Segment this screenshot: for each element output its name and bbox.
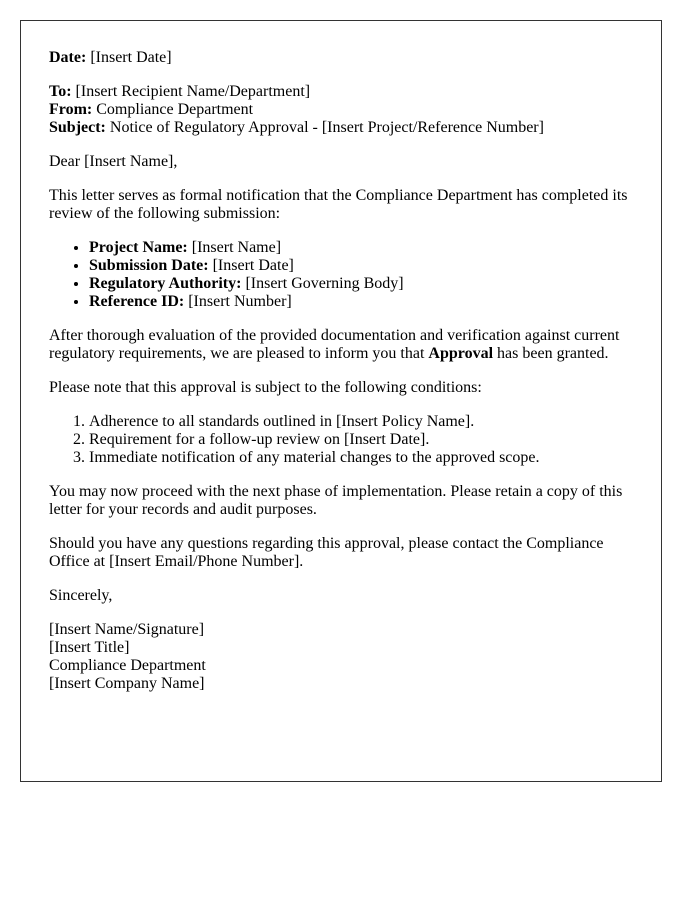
list-item: [89, 275, 633, 293]
from-value: Compliance Department: [96, 101, 254, 118]
intro-paragraph: This letter serves as formal notification that the Compliance Department has completed its review of the following submission:: [49, 187, 628, 222]
detail-label: Project Name:: [89, 239, 188, 256]
address-block: [49, 83, 633, 137]
detail-value: [Insert Date]: [212, 257, 294, 274]
signature-title: [Insert Title]: [49, 639, 130, 656]
closing: Sincerely,: [49, 587, 113, 604]
list-item: [89, 293, 633, 311]
to-label: To:: [49, 83, 72, 100]
questions-paragraph: Should you have any questions regarding this approval, please contact the Compliance Office at [Insert Email/Phone Number].: [49, 535, 604, 570]
list-item: 2. Requirement for a follow-up review on [Insert Date].: [89, 431, 633, 449]
signature-block: [49, 621, 633, 693]
date-label: Date:: [49, 49, 87, 66]
conditions-intro: Please note that this approval is subject to the following conditions:: [49, 379, 482, 396]
salutation: Dear [Insert Name],: [49, 153, 178, 170]
evaluation-text: After thorough evaluation of the provided documentation and verification against current regulatory requirements, we are pleased to inform you that: [49, 327, 620, 362]
evaluation-paragraph: [49, 327, 633, 363]
detail-value: [Insert Governing Body]: [245, 275, 404, 292]
to-value: [Insert Recipient Name/Department]: [75, 83, 311, 100]
from-label: From:: [49, 101, 93, 118]
detail-label: Submission Date:: [89, 257, 209, 274]
date-line: [49, 49, 633, 67]
signature-department: Compliance Department: [49, 657, 206, 674]
subject-value: Notice of Regulatory Approval - [Insert Project/Reference Number]: [109, 119, 544, 136]
proceed-paragraph: You may now proceed with the next phase of implementation. Please retain a copy of this letter for your records and audit purposes.: [49, 483, 623, 518]
date-value: [Insert Date]: [90, 49, 172, 66]
list-item: 1. Adherence to all standards outlined in [Insert Policy Name].: [89, 413, 633, 431]
letter: [20, 20, 662, 782]
list-item: 3. Immediate notification of any material changes to the approved scope.: [89, 449, 633, 467]
detail-value: [Insert Number]: [188, 293, 292, 310]
detail-value: [Insert Name]: [191, 239, 282, 256]
list-item: [89, 257, 633, 275]
signature-name: [Insert Name/Signature]: [49, 621, 205, 638]
evaluation-text-end: has been granted.: [493, 345, 609, 362]
approval-status: Approval: [428, 345, 494, 362]
conditions-list: [49, 413, 633, 467]
detail-label: Regulatory Authority:: [89, 275, 242, 292]
subject-label: Subject:: [49, 119, 106, 136]
signature-company: [Insert Company Name]: [49, 675, 205, 692]
detail-label: Reference ID:: [89, 293, 185, 310]
details-list: [49, 239, 633, 311]
list-item: [89, 239, 633, 257]
